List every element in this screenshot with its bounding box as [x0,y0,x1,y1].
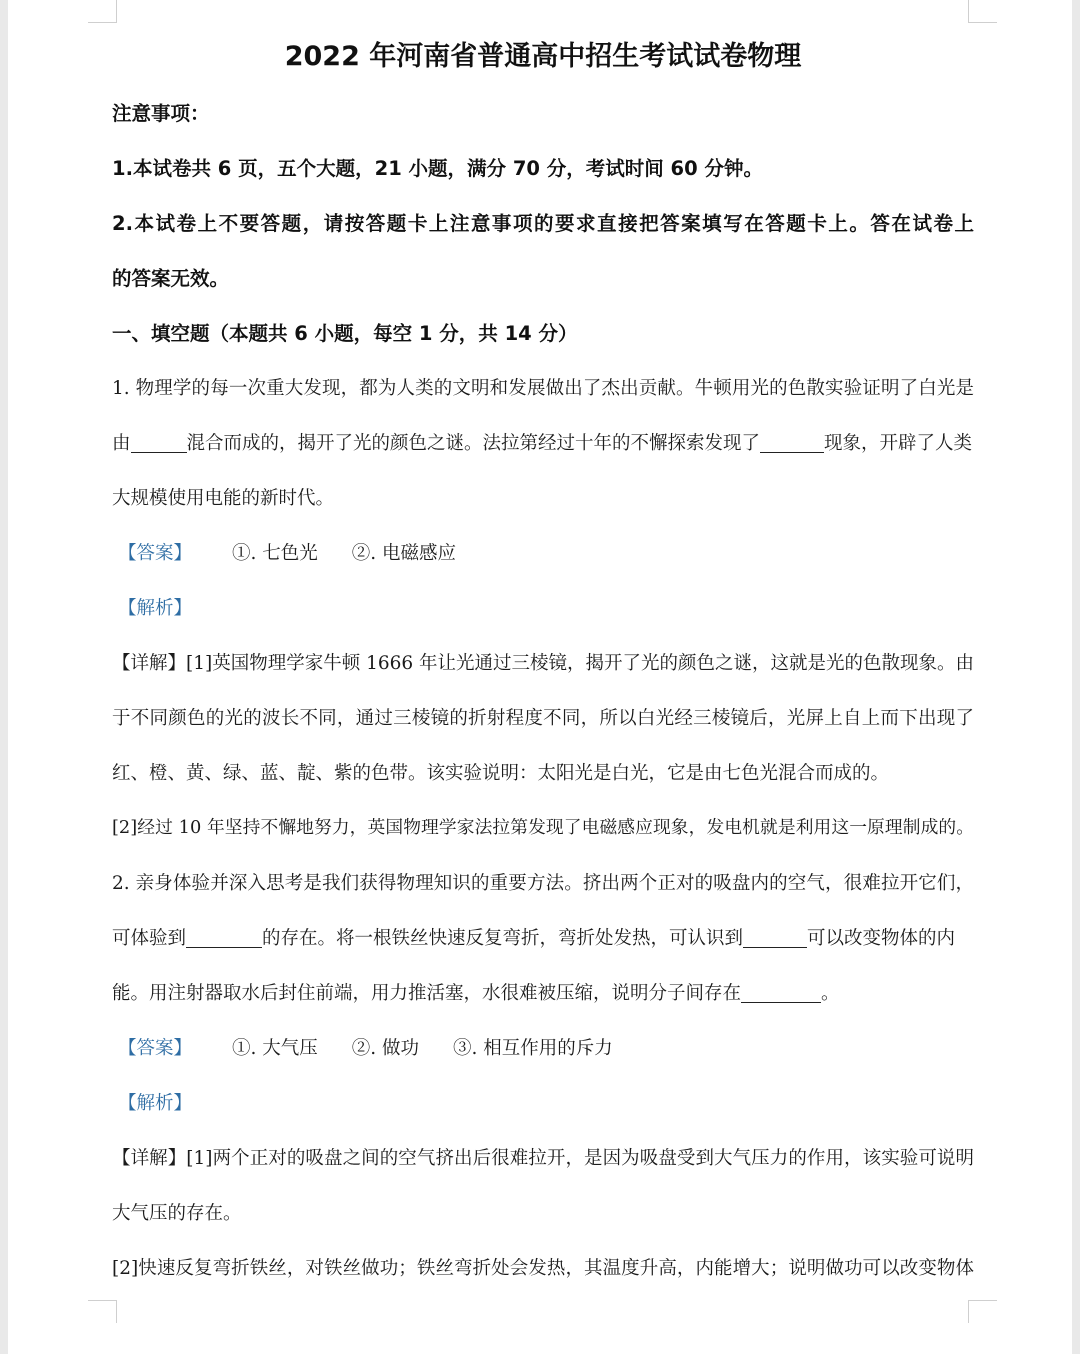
q1-analysis-row [112,581,974,636]
document-body [112,28,974,1296]
document-page [8,0,1072,1354]
crop-mark-top-left [88,0,117,23]
notice-item-1: 1.本试卷共 6 页，五个大题，21 小题，满分 70 分，考试时间 60 分钟。 [112,157,763,180]
q2-line-1: 2. 亲身体验并深入思考是我们获得物理知识的重要方法。挤出两个正对的吸盘内的空气，很难拉开它们， [112,873,974,894]
q2-line-2-text-c: 可以改变物体的内 [807,928,956,949]
q2-answer-tag: 【答案】 [118,1038,193,1059]
q1-answer-tag: 【答案】 [118,543,193,564]
q2-blank-1 [186,926,262,947]
q2-analysis-tag: 【解析】 [118,1093,193,1114]
q2-line-3-text-a: 能。用注射器取水后封住前端，用力推活塞，水很难被压缩，说明分子间存在 [112,983,742,1004]
page-title: 2022 年河南省普通高中招生考试试卷物理 [284,41,802,72]
notice-item-2-line-1: 2.本试卷上不要答题，请按答题卡上注意事项的要求直接把答案填写在答题卡上。答在试卷上 [112,212,974,235]
q1-answer-2: ②. 电磁感应 [351,543,457,564]
crop-mark-bottom-left [88,1300,117,1323]
q1-blank-1 [131,431,187,452]
q2-blank-3 [741,981,821,1002]
q1-answer-1: ①. 七色光 [232,543,318,564]
q2-answer-1: ①. 大气压 [232,1038,318,1059]
q1-detail-line-2: 于不同颜色的光的波长不同，通过三棱镜的折射程度不同，所以白光经三棱镜后，光屏上自上而下出现了 [112,708,974,729]
q2-line-3 [112,966,974,1021]
q1-detail-line-4: [2]经过 10 年坚持不懈地努力，英国物理学家法拉第发现了电磁感应现象，发电机就是利用这一原理制成的。 [112,818,974,838]
q2-answer-2: ②. 做功 [351,1038,420,1059]
crop-mark-top-right [968,0,997,23]
q2-detail-line-2: 大气压的存在。 [112,1203,242,1224]
q2-answer-row [112,1021,974,1076]
q1-line-2-text-c: 现象，开辟了人类 [824,433,973,454]
q1-line-2-text-b: 混合而成的，揭开了光的颜色之谜。法拉第经过十年的不懈探索发现了 [186,433,761,454]
crop-mark-bottom-right [968,1300,997,1323]
q2-detail-line-3: [2]快速反复弯折铁丝，对铁丝做功；铁丝弯折处会发热，其温度升高，内能增大；说明做功可以改变物体 [112,1258,974,1279]
q2-answer-3: ③. 相互作用的斥力 [453,1038,613,1059]
q1-line-2 [112,416,974,471]
q1-line-3: 大规模使用电能的新时代。 [112,488,335,509]
q1-answer-row [112,526,974,581]
q2-line-2-text-a: 可体验到 [112,928,187,949]
section-1-heading: 一、填空题（本题共 6 小题，每空 1 分，共 14 分） [112,322,578,345]
q2-line-2 [112,911,974,966]
q1-line-1: 1. 物理学的每一次重大发现，都为人类的文明和发展做出了杰出贡献。牛顿用光的色散实验证明了白光是 [112,378,974,399]
q1-blank-2 [760,431,824,452]
notice-heading: 注意事项： [112,102,210,125]
q2-blank-2 [743,926,807,947]
q2-analysis-row [112,1076,974,1131]
notice-item-2-line-2: 的答案无效。 [112,267,230,290]
q1-detail-line-1: 【详解】[1]英国物理学家牛顿 1666 年让光通过三棱镜，揭开了光的颜色之谜，这就是光的色散现象。由 [112,653,974,674]
q2-line-3-text-b: 。 [821,983,840,1004]
q1-analysis-tag: 【解析】 [118,598,193,619]
q2-line-2-text-b: 的存在。将一根铁丝快速反复弯折，弯折处发热，可认识到 [262,928,744,949]
q1-detail-line-3: 红、橙、黄、绿、蓝、靛、紫的色带。该实验说明：太阳光是白光，它是由七色光混合而成的。 [112,763,890,784]
q1-line-2-text-a: 由 [112,433,131,454]
q2-detail-line-1: 【详解】[1]两个正对的吸盘之间的空气挤出后很难拉开，是因为吸盘受到大气压力的作用，该实验可说明 [112,1148,974,1169]
